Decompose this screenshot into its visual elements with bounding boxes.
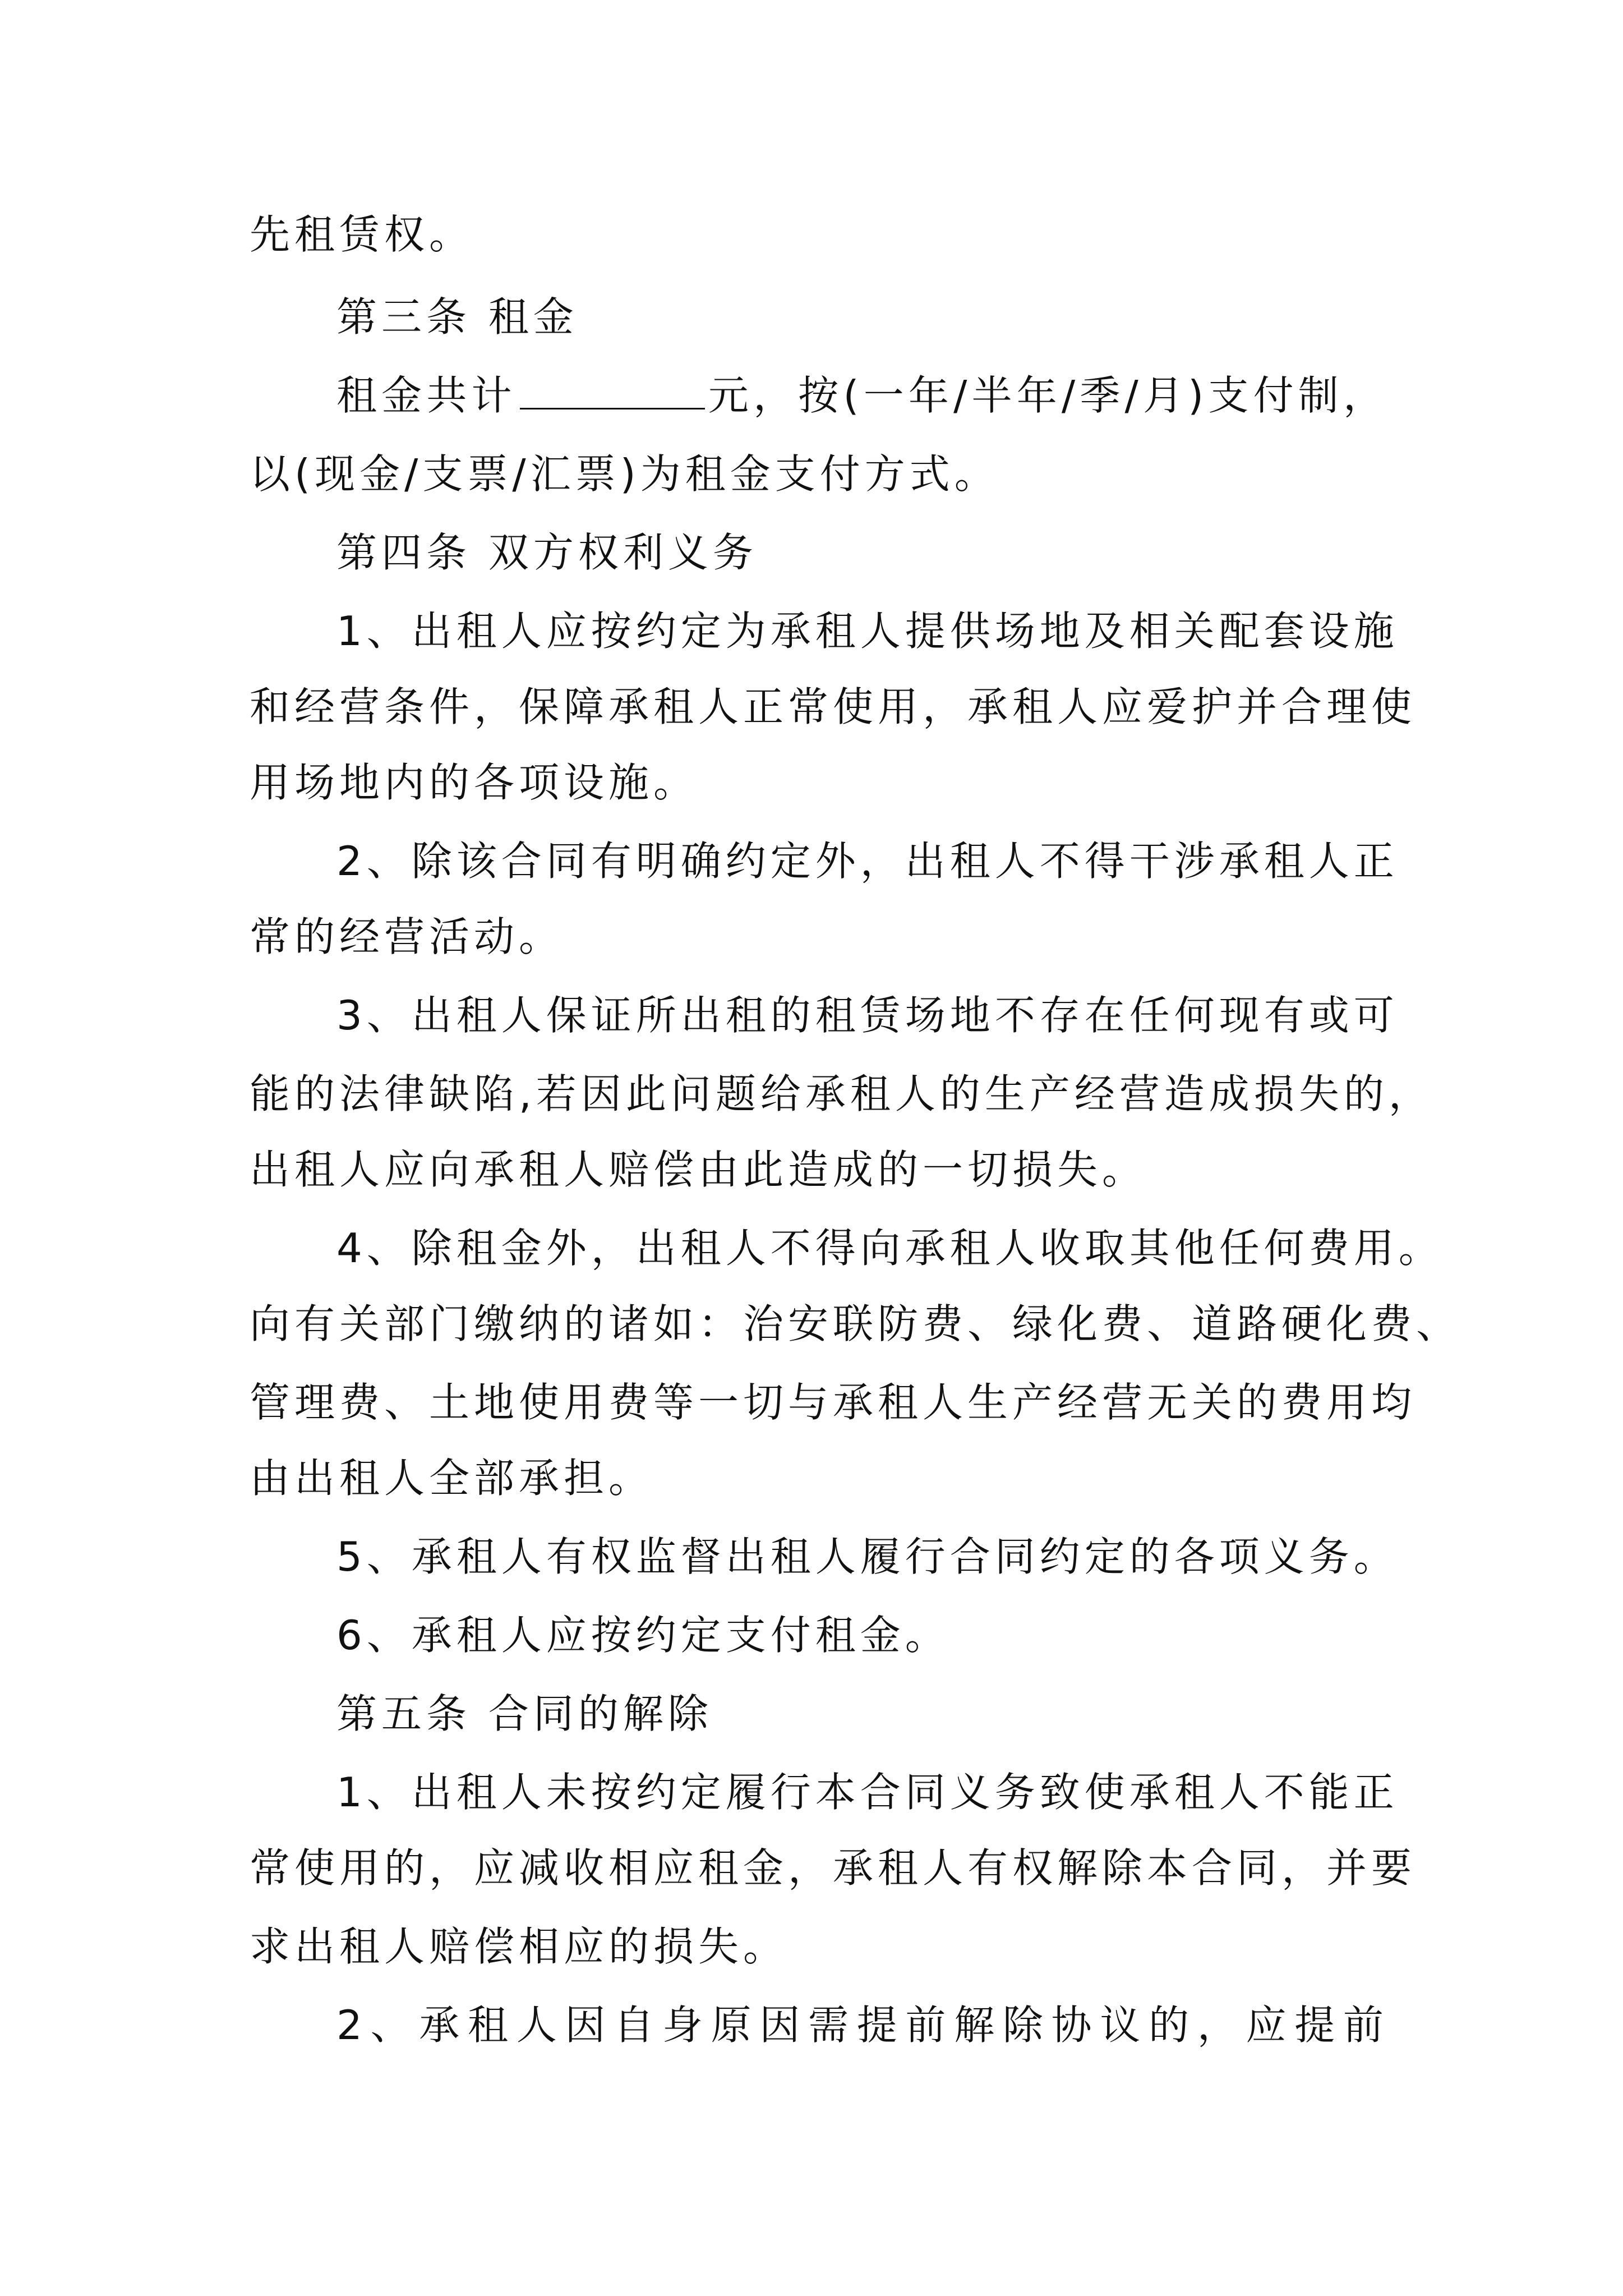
text-line: 常的经营活动。	[250, 913, 564, 960]
text-line: 用场地内的各项设施。	[250, 759, 699, 806]
text-line: 出租人应向承租人赔偿由此造成的一切损失。	[250, 1146, 1147, 1193]
text-line: 5、承租人有权监督出租人履行合同约定的各项义务。	[336, 1533, 1399, 1580]
text-line: 2、承租人因自身原因需提前解除协议的，应提前	[336, 2001, 1388, 2049]
rent-amount-blank	[520, 374, 705, 409]
rent-total-label: 租金共计	[336, 372, 517, 419]
text-line: 求出租人赔偿相应的损失。	[250, 1923, 789, 1970]
text-line: 能的法律缺陷,若因此问题给承租人的生产经营造成损失的，	[250, 1070, 1433, 1117]
text-line: 管理费、土地使用费等一切与承租人生产经营无关的费用均	[250, 1379, 1417, 1426]
text-line: 和经营条件，保障承租人正常使用，承租人应爱护并合理使	[250, 683, 1417, 730]
text-line: 以(现金/支票/汇票)为租金支付方式。	[250, 450, 999, 498]
text-line: 常使用的，应减收相应租金，承租人有权解除本合同，并要	[250, 1844, 1417, 1892]
rent-payment-terms: 元，按(一年/半年/季/月)支付制，	[708, 372, 1388, 419]
text-line: 先租赁权。	[250, 211, 474, 258]
text-line: 6、承租人应按约定支付租金。	[336, 1612, 950, 1659]
section-heading: 第四条 双方权利义务	[336, 529, 758, 576]
text-line: 1、出租人未按约定履行本合同义务致使承租人不能正	[336, 1769, 1399, 1816]
text-line: 1、出租人应按约定为承租人提供场地及相关配套设施	[336, 608, 1399, 655]
text-line: 3、出租人保证所出租的租赁场地不存在任何现有或可	[336, 992, 1399, 1039]
text-line	[336, 362, 1388, 429]
section-heading: 第三条 租金	[336, 293, 578, 341]
section-heading: 第五条 合同的解除	[336, 1690, 713, 1737]
text-line: 向有关部门缴纳的诸如：治安联防费、绿化费、道路硬化费、	[250, 1300, 1461, 1347]
text-line: 4、除租金外，出租人不得向承租人收取其他任何费用。	[336, 1225, 1444, 1272]
text-line: 由出租人全部承担。	[250, 1455, 654, 1502]
text-line: 2、除该合同有明确约定外，出租人不得干涉承租人正	[336, 838, 1399, 885]
